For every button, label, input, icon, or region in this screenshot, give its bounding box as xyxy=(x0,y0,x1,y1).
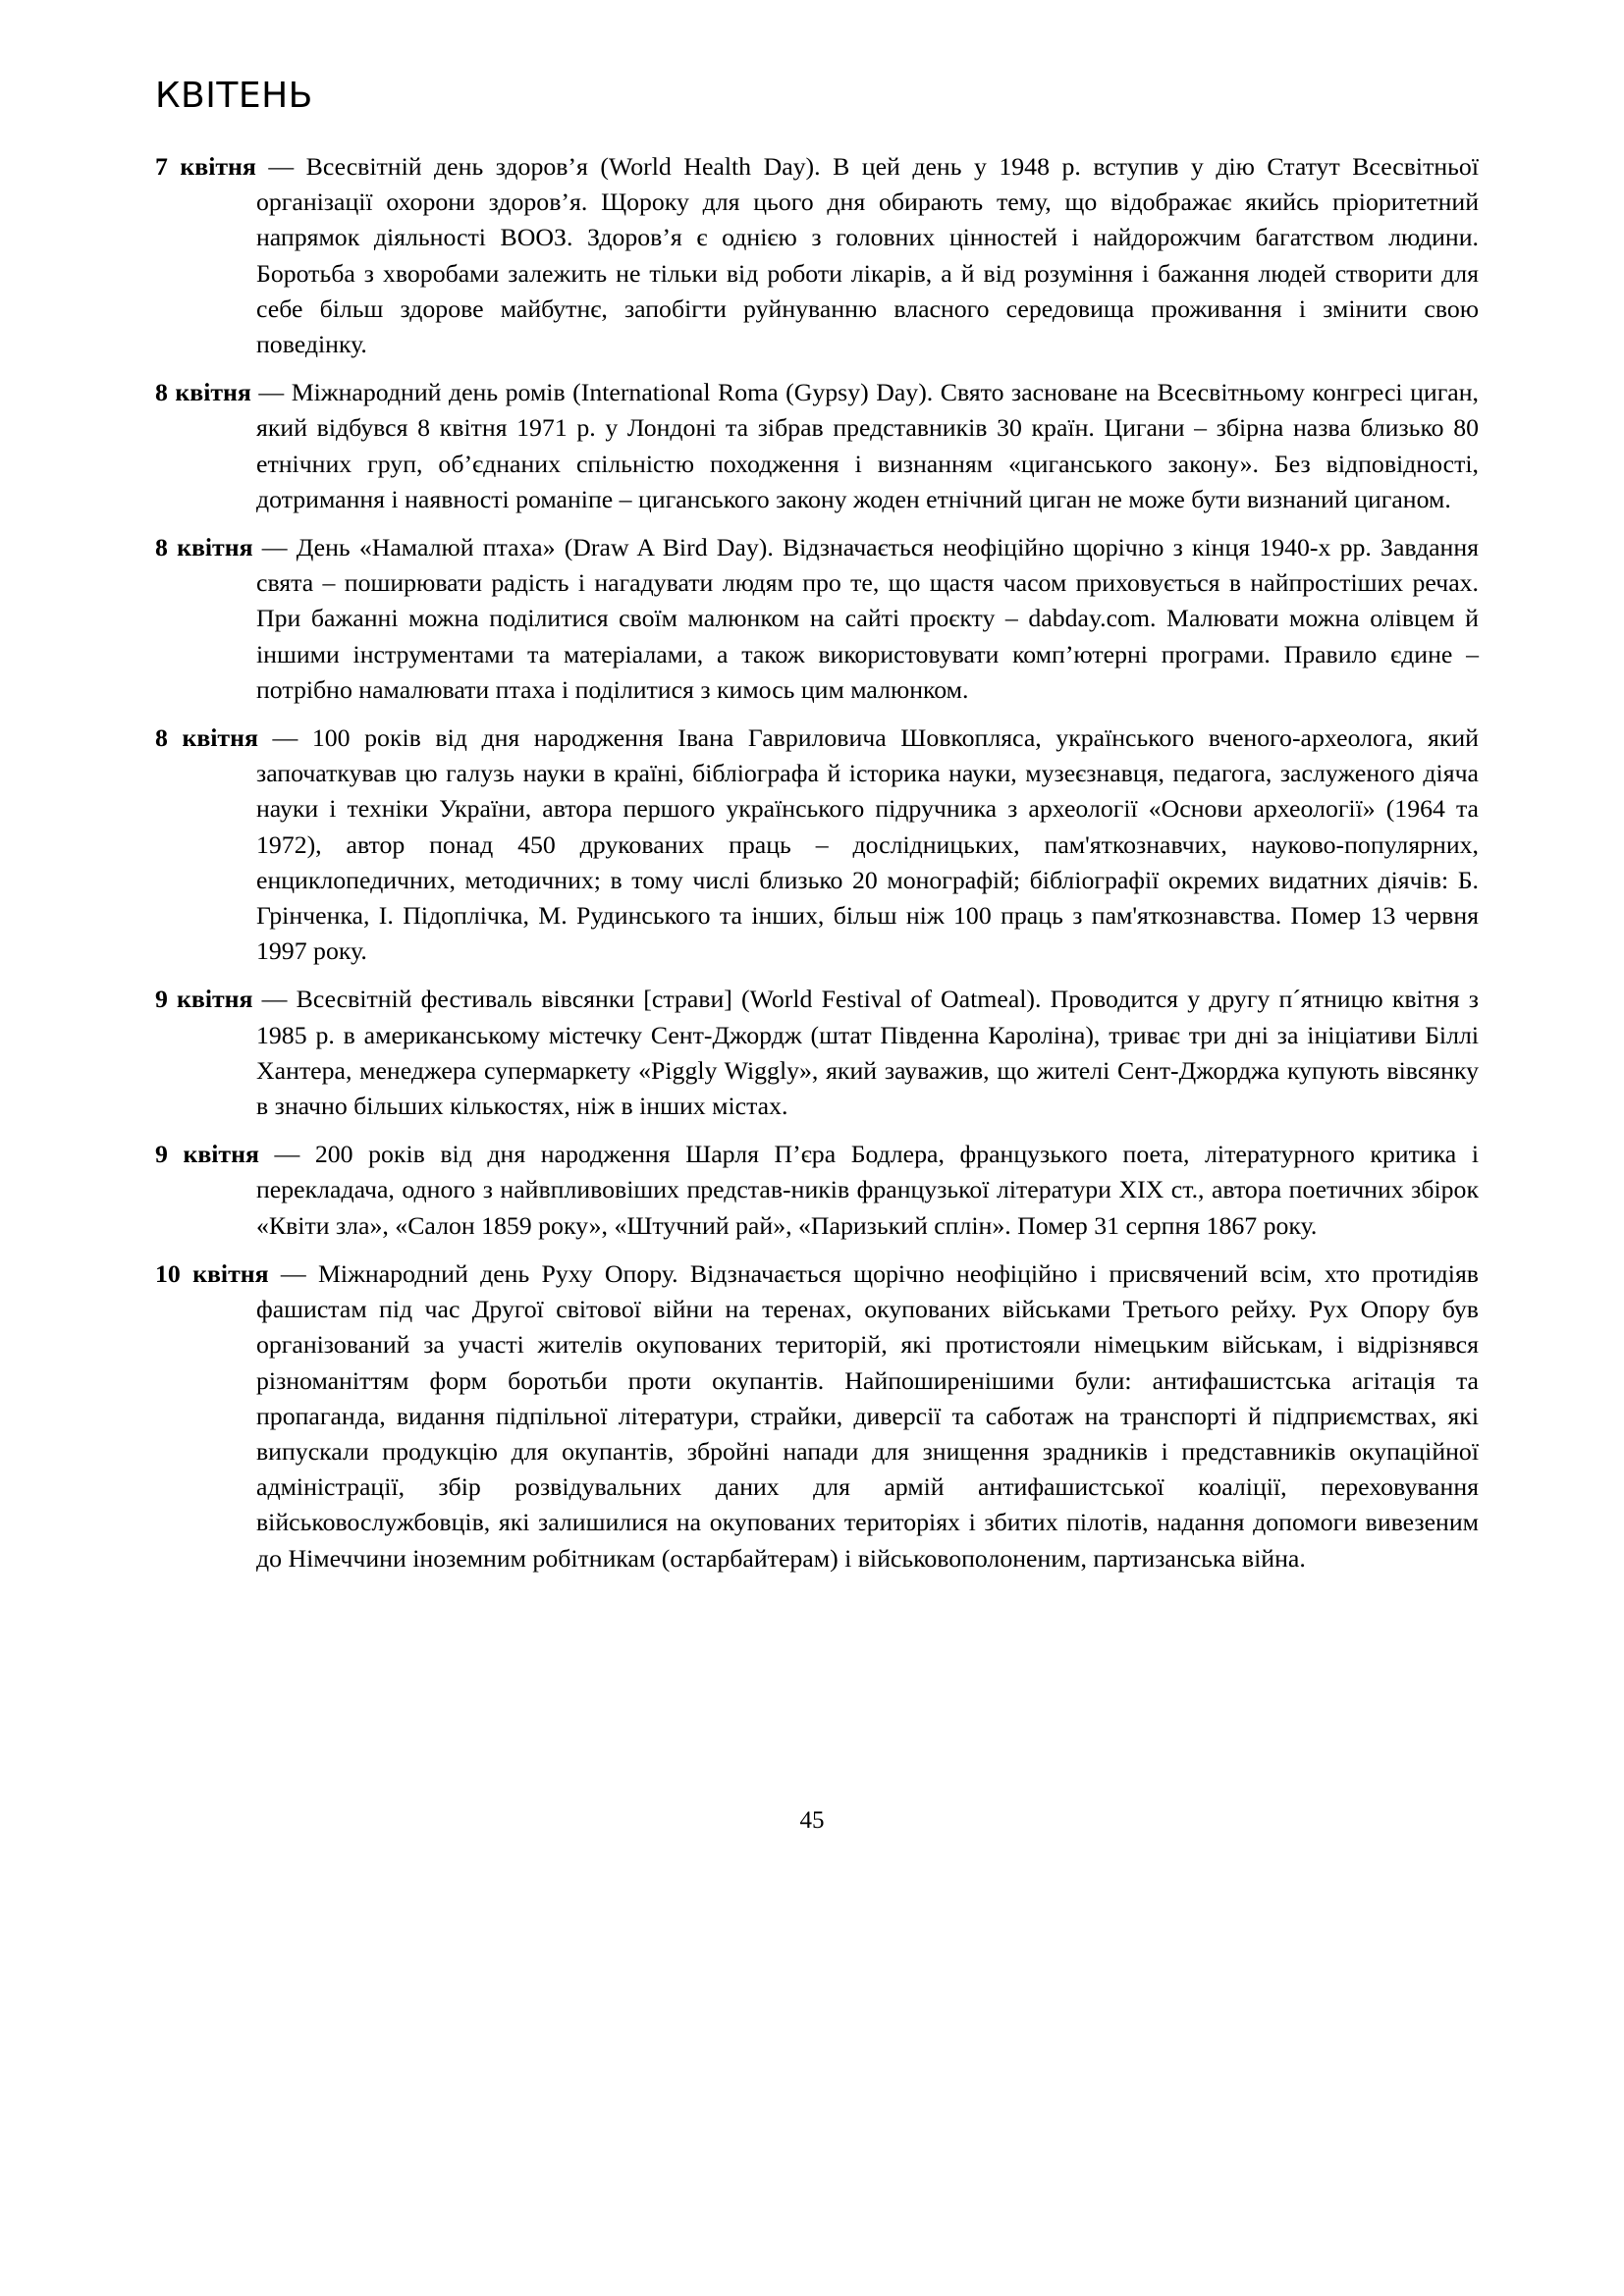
page-number: 45 xyxy=(799,1807,825,1834)
calendar-entries xyxy=(155,149,1479,1589)
calendar-entry xyxy=(155,1256,1479,1576)
entry-text: — Міжнародний день ромів (International Roma (Gypsy) Day). Свято засноване на Всесвітньому конгресі циган, який відбувся 8 квітня 1971 р. у Лондоні та зібрав представників 30 країн. Цигани – збірна назва близько 80 етнічних груп, об’єднаних спільністю походження і визнанням «циганського закону». Без відповідності, дотримання і наявності романіпе – циганського закону жоден етнічний циган не може бути визнаний циганом. xyxy=(250,378,1479,513)
calendar-entry xyxy=(155,530,1479,708)
entry-text: — Всесвітній фестиваль вівсянки [страви] (World Festival of Oatmeal). Проводится у другу п´ятницю квітня з 1985 р. в американському містечку Сент-Джордж (штат Південна Кароліна), триває три дні за ініціативи Біллі Хантера, менеджера супермаркету «Piggly Wiggly», який зауважив, що жителі Сент-Джорджа купують вівсянку в значно більших кількостях, ніж в інших містах. xyxy=(252,985,1479,1121)
entry-text: — Міжнародний день Руху Опору. Відзначається щорічно неофіційно і присвячений всім, хто протидіяв фашистам під час Другої світової війни на теренах, окупованих військами Третього рейху. Рух Опору був організований за участі жителів окупованих територій, які протистояли німецьким військам, і відрізнявся різноманіттям форм боротьби проти окупантів. Найпоширенішими були: антифашистська агітація та пропаганда, видання підпільної літератури, страйки, диверсії та саботаж на транспорті й підприємствах, які випускали продукцію для окупантів, збройні напади для знищення зрадників і представників окупаційної адміністрації, збір розвідувальних даних для армій антифашистської коаліції, переховування військовослужбовців, які залишилися на окупованих територіях і збитих пілотів, надання допомоги вивезеним до Німеччини іноземним робітникам (остарбайтерам) і військовополоненим, партизанська війна. xyxy=(256,1258,1479,1573)
entry-text: — 100 років від дня народження Івана Гавриловича Шовкопляса, українського вченого-археолога, який започаткував цю галузь науки в країні, бібліографа й історика науки, музеєзнавця, педагога, заслуженого діяча науки і техніки України, автора першого українського підручника з археології «Основи археології» (1964 та 1972), автор понад 450 друкованих праць – дослідницьких, пам'яткознавчих, науково-популярних, енциклопедичних, методичних; в тому числі близько 20 монографій; бібліографії окремих видатних діячів: Б. Грінченка, І. Підоплічка, М. Рудинського та інших, більш ніж 100 праць з пам'яткознавства. Помер 13 червня 1997 року. xyxy=(256,723,1479,966)
entry-date: 8 квітня xyxy=(155,533,253,562)
entry-date: 9 квітня xyxy=(155,985,253,1014)
calendar-entry xyxy=(155,721,1479,969)
calendar-entry xyxy=(155,1137,1479,1244)
calendar-entry xyxy=(155,982,1479,1124)
page-title: КВІТЕНЬ xyxy=(155,76,313,116)
calendar-entry xyxy=(155,375,1479,517)
entry-date: 9 квітня xyxy=(155,1140,259,1169)
entry-text: — 200 років від дня народження Шарля П’єра Бодлера, французького поета, літературного критика і перекладача, одного з найвпливовіших представ-ників французької літератури XIX ст., автора поетичних збірок «Квіти зла», «Салон 1859 року», «Штучний рай», «Паризький сплін». Помер 31 серпня 1867 року. xyxy=(256,1140,1479,1240)
entry-text: — День «Намалюй птаха» (Draw A Bird Day). Відзначається неофіційно щорічно з кінця 1940-х рр. Завдання свята – поширювати радість і нагадувати людям про те, що щастя часом приховується в найпростіших речах. При бажанні можна поділитися своїм малюнком на сайті проєкту – dabday.com. Малювати можна олівцем й іншими інструментами та матеріалами, а також використовувати комп’ютерні програми. Правило єдине – потрібно намалювати птаха і поділитися з кимось цим малюнком. xyxy=(252,533,1479,704)
calendar-entry xyxy=(155,149,1479,362)
entry-date: 7 квітня xyxy=(155,152,256,181)
entry-date: 10 квітня xyxy=(155,1258,269,1288)
entry-date: 8 квітня xyxy=(155,723,258,753)
entry-text: — Всесвітній день здоров’я (World Health Day). В цей день у 1948 р. вступив у дію Статут Всесвітньої організації охорони здоров’я. Щороку для цього дня обирають тему, що відображає якийсь пріоритетний напрямок діяльності ВООЗ. Здоров’я є однією з головних цінностей і найдорожчим багатством людини. Боротьба з хворобами залежить не тільки від роботи лікарів, а й від розуміння і бажання людей створити для себе більш здорове майбутнє, запобігти руйнуванню власного середовища проживання і змінити свою поведінку. xyxy=(255,152,1479,359)
entry-date: 8 квітня xyxy=(155,378,251,407)
